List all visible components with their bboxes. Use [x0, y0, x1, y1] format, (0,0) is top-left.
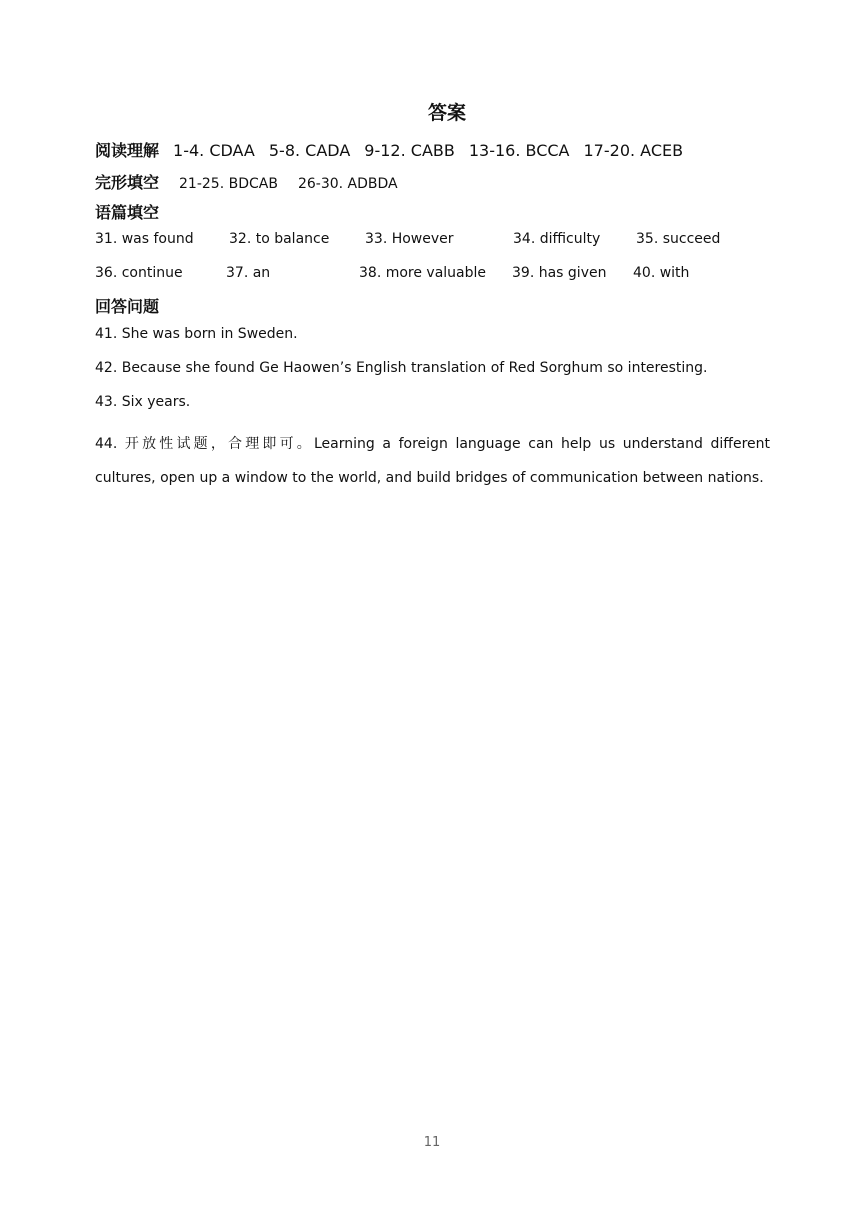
qa-answer-41: 41. She was born in Sweden. [95, 326, 298, 342]
reading-answers [95, 138, 683, 161]
fill-in-answer: 40. with [633, 265, 690, 281]
cloze-answers [95, 170, 398, 193]
page-number: 11 [423, 1135, 441, 1150]
reading-answer: 5-8. CADA [268, 141, 351, 160]
cloze-answer: 26-30. ADBDA [297, 176, 398, 192]
fill-in-row [95, 231, 795, 251]
fill-in-answer: 34. difficulty [513, 231, 601, 247]
qa-label: 回答问题 [95, 297, 160, 316]
qa-heading [95, 294, 159, 317]
fill-in-answer: 37. an [226, 265, 271, 281]
reading-answer: 13-16. BCCA [468, 141, 570, 160]
fill-in-answer: 32. to balance [229, 231, 330, 247]
reading-answer: 1-4. CDAA [173, 141, 255, 160]
qa-answer-44: 44. 开放性试题，合理即可。Learning a foreign language can help us understand different cultures, open up a window to the world, and build bridges of communication between nations. [95, 436, 770, 486]
qa-answer-42: 42. Because she found Ge Haowen’s English translation of Red Sorghum so interesting. [95, 360, 708, 376]
fill-in-answer: 38. more valuable [359, 265, 487, 281]
fill-in-answer: 39. has given [512, 265, 607, 281]
fill-in-answer: 35. succeed [636, 231, 721, 247]
fill-in-heading [95, 200, 159, 223]
fill-in-row [95, 265, 795, 285]
page-title: 答案 [427, 102, 466, 124]
cloze-label: 完形填空 [95, 173, 160, 192]
fill-in-answer: 33. However [365, 231, 454, 247]
reading-answer: 17-20. ACEB [583, 141, 684, 160]
reading-answer: 9-12. CABB [364, 141, 455, 160]
fill-in-answer: 31. was found [95, 231, 194, 247]
reading-label: 阅读理解 [95, 141, 160, 160]
cloze-answer: 21-25. BDCAB [179, 176, 278, 192]
fill-in-answer: 36. continue [95, 265, 183, 281]
qa-answer-43: 43. Six years. [95, 394, 191, 410]
fill-in-label: 语篇填空 [95, 203, 160, 222]
